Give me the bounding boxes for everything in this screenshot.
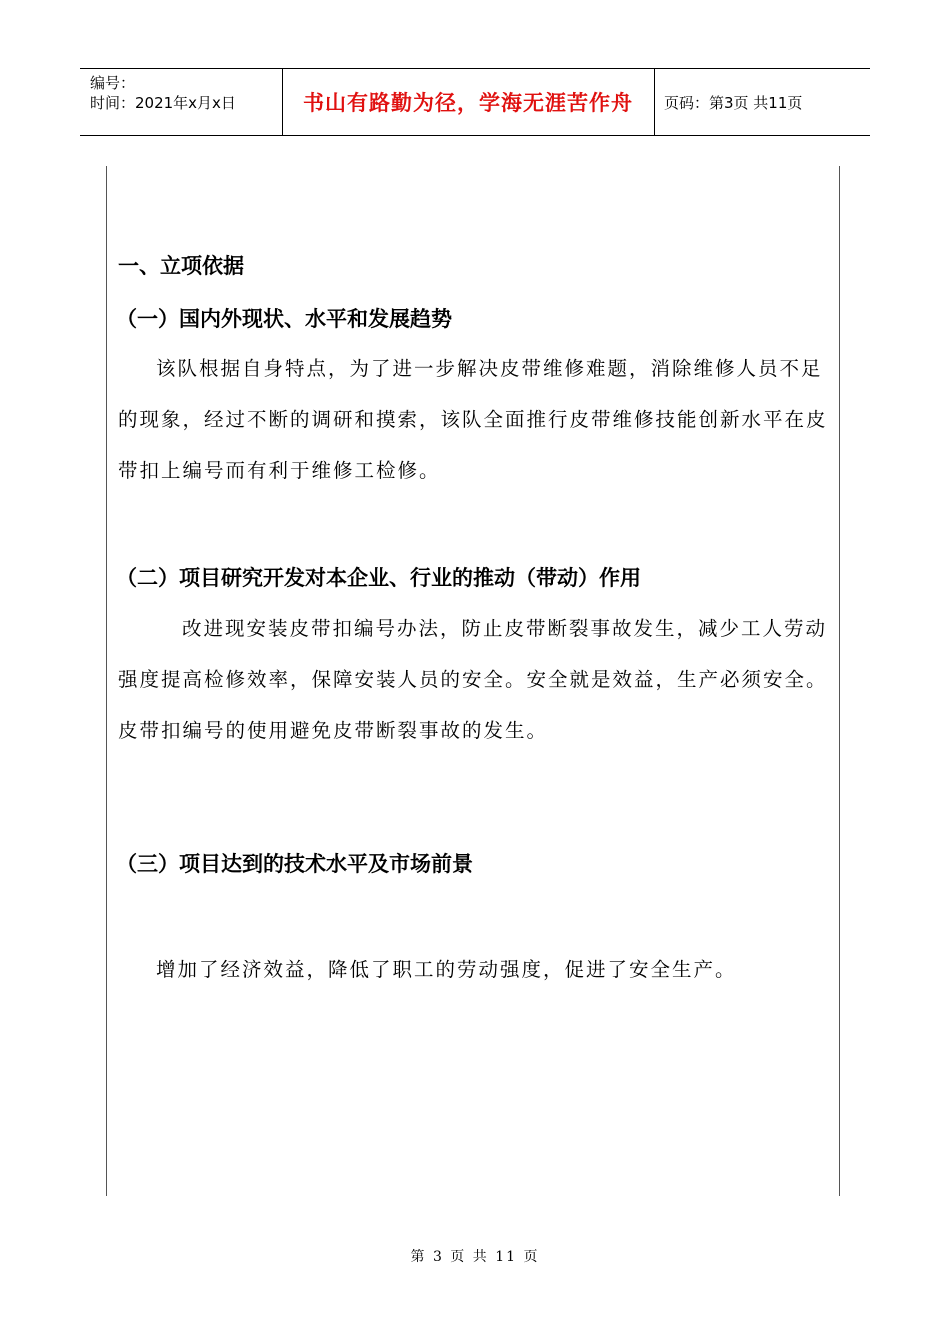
header-meta bbox=[90, 73, 236, 113]
subsection-title-2: （二）项目研究开发对本企业、行业的推动（带动）作用 bbox=[116, 566, 641, 590]
subsection-body-3: 增加了经济效益，降低了职工的劳动强度，促进了安全生产。 bbox=[156, 958, 737, 981]
page-footer: 第 3 页 共 11 页 bbox=[410, 1249, 540, 1265]
time-label: 时间：2021年x月x日 bbox=[90, 94, 236, 112]
motto: 书山有路勤为径，学海无涯苦作舟 bbox=[303, 91, 633, 115]
number-label: 编号： bbox=[90, 74, 136, 92]
subsection-title-3: （三）项目达到的技术水平及市场前景 bbox=[116, 852, 473, 876]
section-title: 一、立项依据 bbox=[118, 254, 244, 278]
header-divider bbox=[654, 69, 655, 135]
subsection-title-1: （一）国内外现状、水平和发展趋势 bbox=[116, 307, 452, 331]
subsection-body-2: 改进现安装皮带扣编号办法，防止皮带断裂事故发生，减少工人劳动强度提高检修效率，保障安装人员的安全。安全就是效益，生产必须安全。皮带扣编号的使用避免皮带断裂事故的发生。 bbox=[118, 617, 828, 742]
subsection-body-1: 该队根据自身特点，为了进一步解决皮带维修难题，消除维修人员不足的现象，经过不断的调研和摸索，该队全面推行皮带维修技能创新水平在皮带扣上编号而有利于维修工检修。 bbox=[118, 357, 828, 482]
page-header bbox=[80, 68, 870, 136]
header-page-number: 页码：第3页 共11页 bbox=[664, 93, 803, 112]
